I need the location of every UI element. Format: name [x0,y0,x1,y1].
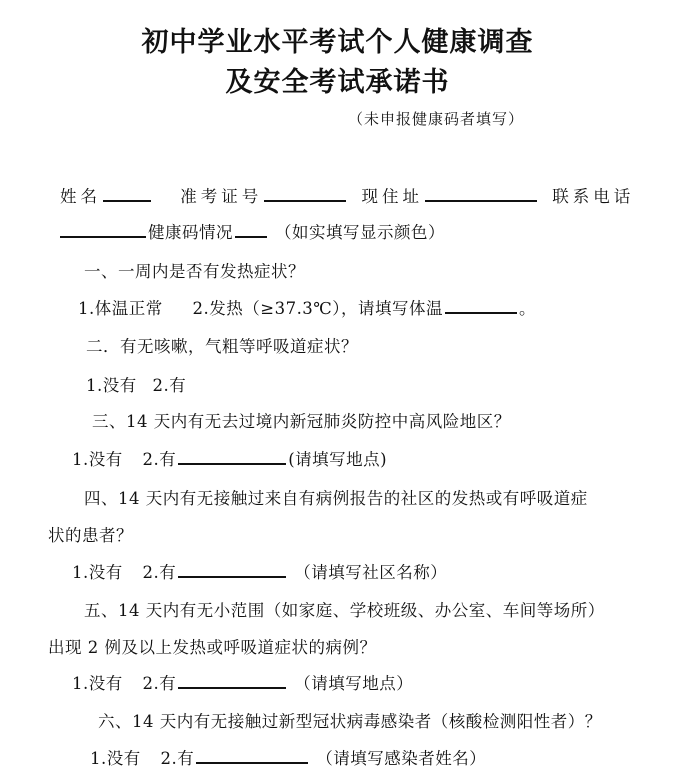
q2-option-2: 2.有 [152,376,187,395]
answer-row-4 [72,559,447,583]
name-label: 姓名 [60,187,101,206]
q4-option-2: 2.有 [142,563,177,582]
q6-hint: （请填写感染者姓名） [316,749,487,768]
name-blank[interactable] [103,186,151,202]
address-blank[interactable] [425,186,537,202]
q6-option-1: 1.没有 [90,749,141,768]
q5-option-1: 1.没有 [72,674,123,693]
subtitle-note: （未申报健康码者填写） [348,110,525,128]
q3-hint: (请填写地点) [288,450,388,469]
exam-id-label: 准考证号 [180,187,263,206]
health-code-label: 健康码情况 [148,223,233,242]
question-6: 六、14 天内有无接触过新型冠状病毒感染者（核酸检测阳性者）？ [98,712,602,731]
q6-option-2: 2.有 [160,749,195,768]
health-code-blank[interactable] [235,222,267,238]
exam-id-blank[interactable] [264,186,346,202]
q5-hint: （请填写地点） [294,674,414,693]
question-3: 三、14 天内有无去过境内新冠肺炎防控中高风险地区？ [92,412,511,431]
q4-hint: （请填写社区名称） [294,563,448,582]
address-label: 现住址 [361,187,423,206]
question-2: 二．有无咳嗽，气粗等呼吸道症状？ [86,337,358,356]
question-4-line-1: 四、14 天内有无接触过来自有病例报告的社区的发热或有呼吸道症 [84,489,588,508]
info-row-2 [60,219,445,243]
answer-row-5 [72,670,413,694]
q4-option-1: 1.没有 [72,563,123,582]
health-code-hint: （如实填写显示颜色） [275,223,445,242]
q3-option-1: 1.没有 [72,450,123,469]
question-1: 一、一周内是否有发热症状？ [84,262,305,281]
answer-row-6 [90,745,486,769]
answer-row-1 [78,295,536,319]
q5-location-blank[interactable] [178,673,286,689]
q1-option-2: 2.发热（≥37.3℃），请填写体温 [192,299,444,318]
document-title-line2: 及安全考试承诺书 [225,67,450,98]
q2-option-1: 1.没有 [86,376,137,395]
question-5-line-1: 五、14 天内有无小范围（如家庭、学校班级、办公室、车间等场所） [84,601,605,620]
q3-option-2: 2.有 [142,450,177,469]
q6-name-blank[interactable] [196,748,308,764]
q5-option-2: 2.有 [142,674,177,693]
phone-blank[interactable] [60,222,146,238]
q3-location-blank[interactable] [178,449,286,465]
question-4-line-2: 状的患者？ [48,526,133,545]
q4-community-blank[interactable] [178,562,286,578]
phone-label: 联系电话 [552,187,635,206]
info-row-1 [60,183,634,207]
document-title-line1: 初中学业水平考试个人健康调查 [141,27,534,58]
answer-row-3 [72,446,387,470]
question-5-line-2: 出现 2 例及以上发热或呼吸道症状的病例？ [48,638,377,657]
q1-option-1: 1.体温正常 [78,299,163,318]
answer-row-2 [86,372,186,396]
q1-end: 。 [519,299,537,318]
temperature-blank[interactable] [445,298,517,314]
